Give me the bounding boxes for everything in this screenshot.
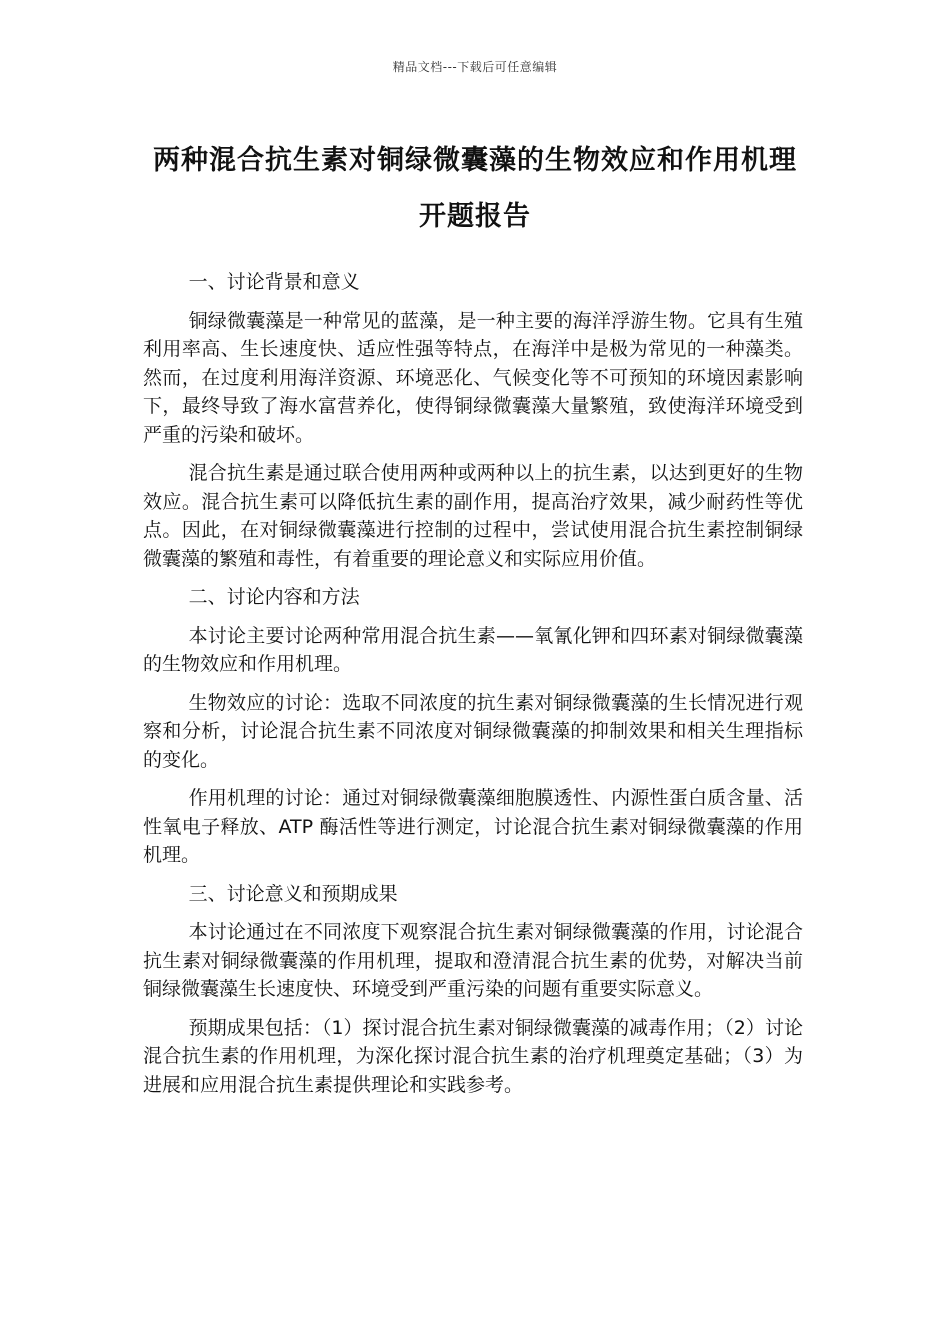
header-note: 精品文档---下载后可任意编辑 (392, 60, 558, 74)
paragraph: 混合抗生素是通过联合使用两种或两种以上的抗生素，以达到更好的生物效应。混合抗生素可以降低抗生素的副作用，提高治疗效果，减少耐药性等优点。因此，在对铜绿微囊藻进行控制的过程中，尝试使用混合抗生素控制铜绿微囊藻的繁殖和毒性，有着重要的理论意义和实际应用价值。 (143, 462, 803, 570)
paragraph: 作用机理的讨论：通过对铜绿微囊藻细胞膜透性、内源性蛋白质含量、活性氧电子释放、ATP 酶活性等进行测定，讨论混合抗生素对铜绿微囊藻的作用机理。 (143, 787, 803, 866)
paragraph: 预期成果包括：（1）探讨混合抗生素对铜绿微囊藻的减毒作用；（2）讨论混合抗生素的作用机理，为深化探讨混合抗生素的治疗机理奠定基础；（3）为进展和应用混合抗生素提供理论和实践参考。 (143, 1016, 803, 1096)
document-body (143, 268, 803, 1109)
document-title: 两种混合抗生素对铜绿微囊藻的生物效应和作用机理 (153, 145, 797, 176)
section-heading-background: 一、讨论背景和意义 (188, 271, 360, 293)
paragraph: 本讨论通过在不同浓度下观察混合抗生素对铜绿微囊藻的作用，讨论混合抗生素对铜绿微囊藻的作用机理，提取和澄清混合抗生素的优势，对解决当前铜绿微囊藻生长速度快、环境受到严重污染的问题有重要实际意义。 (143, 921, 803, 1000)
paragraph: 生物效应的讨论：选取不同浓度的抗生素对铜绿微囊藻的生长情况进行观察和分析，讨论混合抗生素不同浓度对铜绿微囊藻的抑制效果和相关生理指标的变化。 (143, 691, 803, 771)
paragraph: 铜绿微囊藻是一种常见的蓝藻，是一种主要的海洋浮游生物。它具有生殖利用率高、生长速度快、适应性强等特点，在海洋中是极为常见的一种藻类。然而，在过度利用海洋资源、环境恶化、气候变化等不可预知的环境因素影响下，最终导致了海水富营养化，使得铜绿微囊藻大量繁殖，致使海洋环境受到严重的污染和破坏。 (143, 309, 803, 446)
section-heading-significance: 三、讨论意义和预期成果 (188, 882, 398, 905)
paragraph: 本讨论主要讨论两种常用混合抗生素——氧氰化钾和四环素对铜绿微囊藻的生物效应和作用机理。 (143, 624, 803, 675)
document-subtitle: 开题报告 (419, 201, 531, 232)
section-heading-content-methods: 二、讨论内容和方法 (188, 586, 360, 608)
